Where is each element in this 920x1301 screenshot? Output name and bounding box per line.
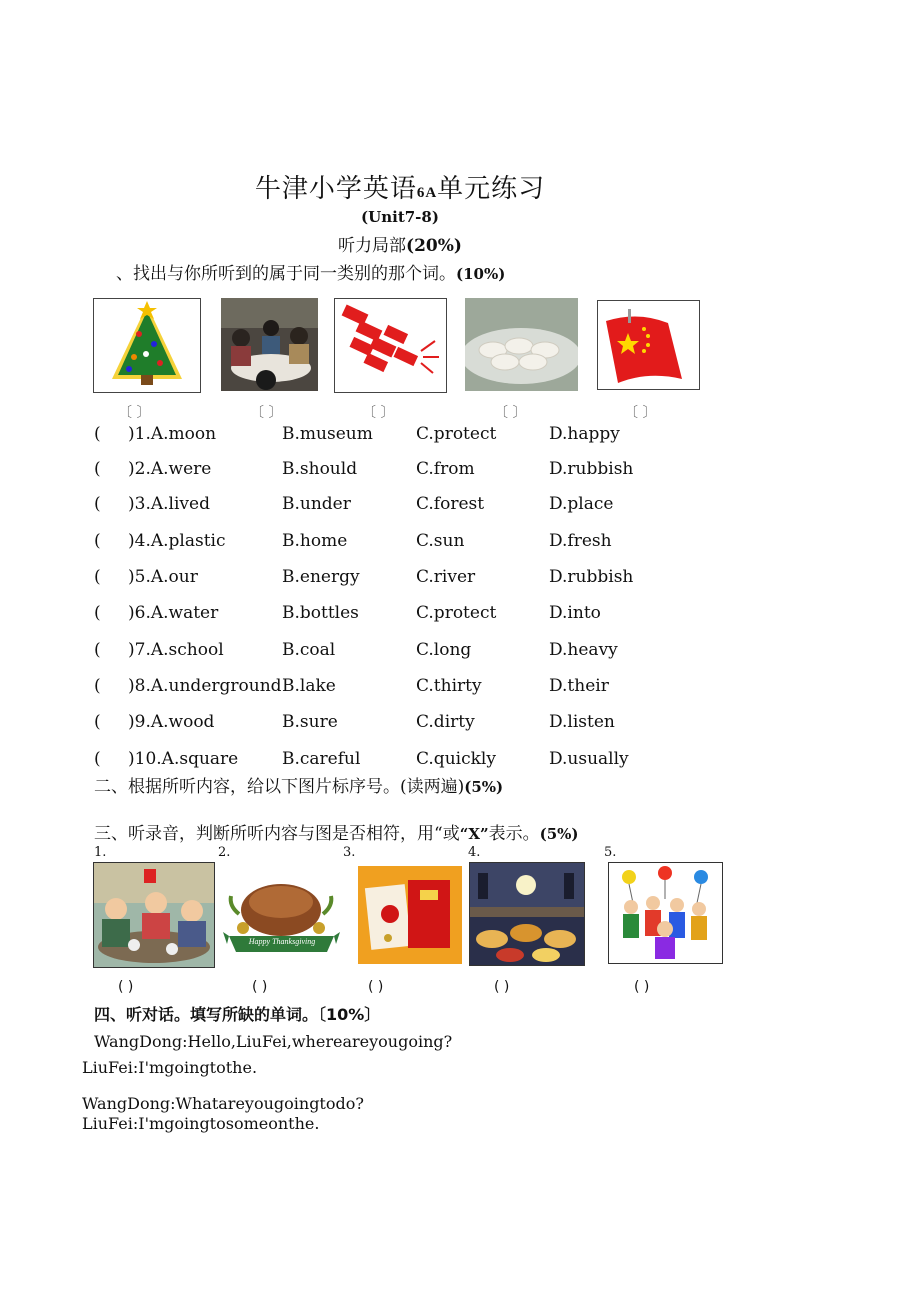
- listening-heading: [0, 231, 800, 256]
- dialogue-line: LiuFei:I'mgoingtosomeonthe.: [82, 1114, 320, 1133]
- option-a: )1.A.moon: [128, 424, 217, 444]
- option-c: C.quickly: [416, 749, 496, 769]
- option-b: B.museum: [282, 424, 373, 444]
- answer-bracket[interactable]: 〔 〕: [250, 405, 283, 421]
- answer-paren[interactable]: (: [94, 603, 101, 623]
- option-a: )9.A.wood: [128, 712, 215, 732]
- option-b: B.should: [282, 459, 358, 479]
- option-a: )5.A.our: [128, 567, 198, 587]
- title-part: 牛津小学英语: [254, 174, 417, 204]
- party-crowd-picture: [608, 862, 723, 964]
- title-grade: 6A: [416, 185, 438, 201]
- section4-heading: 四、听对话。填写所缺的单词。〔10%〕: [94, 1005, 381, 1024]
- dumplings-picture: [465, 298, 578, 391]
- family-dinner-picture: [221, 298, 318, 391]
- option-c: C.protect: [416, 603, 497, 623]
- option-a: )3.A.lived: [128, 494, 210, 514]
- option-b: B.coal: [282, 640, 336, 660]
- title-part: 单元练习: [437, 174, 546, 204]
- listening-label: 听力局部: [338, 236, 407, 256]
- thanksgiving-turkey-picture: [223, 862, 340, 966]
- answer-bracket[interactable]: ( ): [634, 979, 650, 995]
- unit-subtitle: (Unit7-8): [361, 208, 439, 226]
- section1-heading: [116, 259, 505, 284]
- answer-paren[interactable]: (: [94, 749, 101, 769]
- option-b: B.lake: [282, 676, 336, 696]
- dialogue-line: LiuFei:I'mgoingtothe.: [82, 1058, 258, 1077]
- answer-paren[interactable]: (: [94, 494, 101, 514]
- picture-number: 5.: [604, 845, 617, 860]
- picture-number: 1.: [94, 845, 107, 860]
- answer-bracket[interactable]: 〔 〕: [494, 405, 527, 421]
- section3-label-end: 表示。: [488, 824, 540, 844]
- section3-label: 三、听录音，判断所听内容与图是否相符，用“或: [94, 824, 460, 844]
- option-b: B.bottles: [282, 603, 359, 623]
- section1-percent: (10%): [456, 265, 506, 283]
- answer-bracket[interactable]: ( ): [252, 979, 268, 995]
- option-c: C.forest: [416, 494, 485, 514]
- section2-label: 二、根据所听内容，给以下图片标序号。(读两遍): [94, 777, 465, 797]
- answer-bracket[interactable]: ( ): [368, 979, 384, 995]
- answer-paren[interactable]: (: [94, 640, 101, 660]
- page-title: [0, 168, 800, 205]
- answer-paren[interactable]: (: [94, 531, 101, 551]
- dialogue-line: WangDong:Whatareyougoingtodo?: [82, 1094, 364, 1113]
- option-b: B.energy: [282, 567, 360, 587]
- option-c: C.protect: [416, 424, 497, 444]
- option-a: )2.A.were: [128, 459, 212, 479]
- answer-bracket[interactable]: 〔 〕: [118, 405, 151, 421]
- section3-x-mark: “X”: [459, 825, 489, 843]
- answer-paren[interactable]: (: [94, 424, 101, 444]
- option-d: D.into: [549, 603, 601, 623]
- option-a: )10.A.square: [128, 749, 239, 769]
- option-a: )8.A.underground: [128, 676, 282, 696]
- answer-paren[interactable]: (: [94, 712, 101, 732]
- red-envelopes-picture: [358, 866, 462, 964]
- answer-paren[interactable]: (: [94, 676, 101, 696]
- option-d: D.place: [549, 494, 614, 514]
- section3-heading: [94, 819, 579, 844]
- answer-paren[interactable]: (: [94, 567, 101, 587]
- answer-bracket[interactable]: 〔 〕: [624, 405, 657, 421]
- option-d: D.their: [549, 676, 609, 696]
- option-d: D.rubbish: [549, 459, 634, 479]
- option-c: C.thirty: [416, 676, 482, 696]
- chinese-flag-picture: [597, 300, 700, 390]
- option-d: D.listen: [549, 712, 615, 732]
- section1-label: 、找出与你所听到的属于同一类别的那个词。: [116, 264, 456, 284]
- option-d: D.happy: [549, 424, 620, 444]
- answer-paren[interactable]: (: [94, 459, 101, 479]
- answer-bracket[interactable]: 〔 〕: [362, 405, 395, 421]
- section2-heading: [94, 772, 503, 797]
- answer-bracket[interactable]: ( ): [118, 979, 134, 995]
- option-d: D.fresh: [549, 531, 612, 551]
- picture-number: 2.: [218, 845, 231, 860]
- option-c: C.from: [416, 459, 475, 479]
- option-a: )6.A.water: [128, 603, 219, 623]
- option-d: D.rubbish: [549, 567, 634, 587]
- section3-percent: (5%): [539, 825, 579, 843]
- option-d: D.heavy: [549, 640, 618, 660]
- option-b: B.sure: [282, 712, 338, 732]
- option-a: )7.A.school: [128, 640, 224, 660]
- picture-number: 4.: [468, 845, 481, 860]
- firecrackers-picture: [334, 298, 447, 393]
- family-meal-picture: [93, 862, 215, 968]
- answer-bracket[interactable]: ( ): [494, 979, 510, 995]
- listening-percent: (20%): [406, 236, 462, 256]
- dialogue-line: WangDong:Hello,LiuFei,whereareyougoing?: [94, 1032, 453, 1051]
- section2-percent: (5%): [464, 778, 504, 796]
- picture-number: 3.: [343, 845, 356, 860]
- option-c: C.long: [416, 640, 472, 660]
- option-c: C.dirty: [416, 712, 475, 732]
- option-b: B.under: [282, 494, 351, 514]
- christmas-tree-picture: [93, 298, 201, 393]
- option-a: )4.A.plastic: [128, 531, 226, 551]
- mid-autumn-picture: [469, 862, 585, 966]
- option-c: C.river: [416, 567, 476, 587]
- option-d: D.usually: [549, 749, 629, 769]
- option-b: B.careful: [282, 749, 361, 769]
- option-c: C.sun: [416, 531, 465, 551]
- thanksgiving-banner-text: Happy Thanksgiving: [248, 937, 316, 946]
- option-b: B.home: [282, 531, 348, 551]
